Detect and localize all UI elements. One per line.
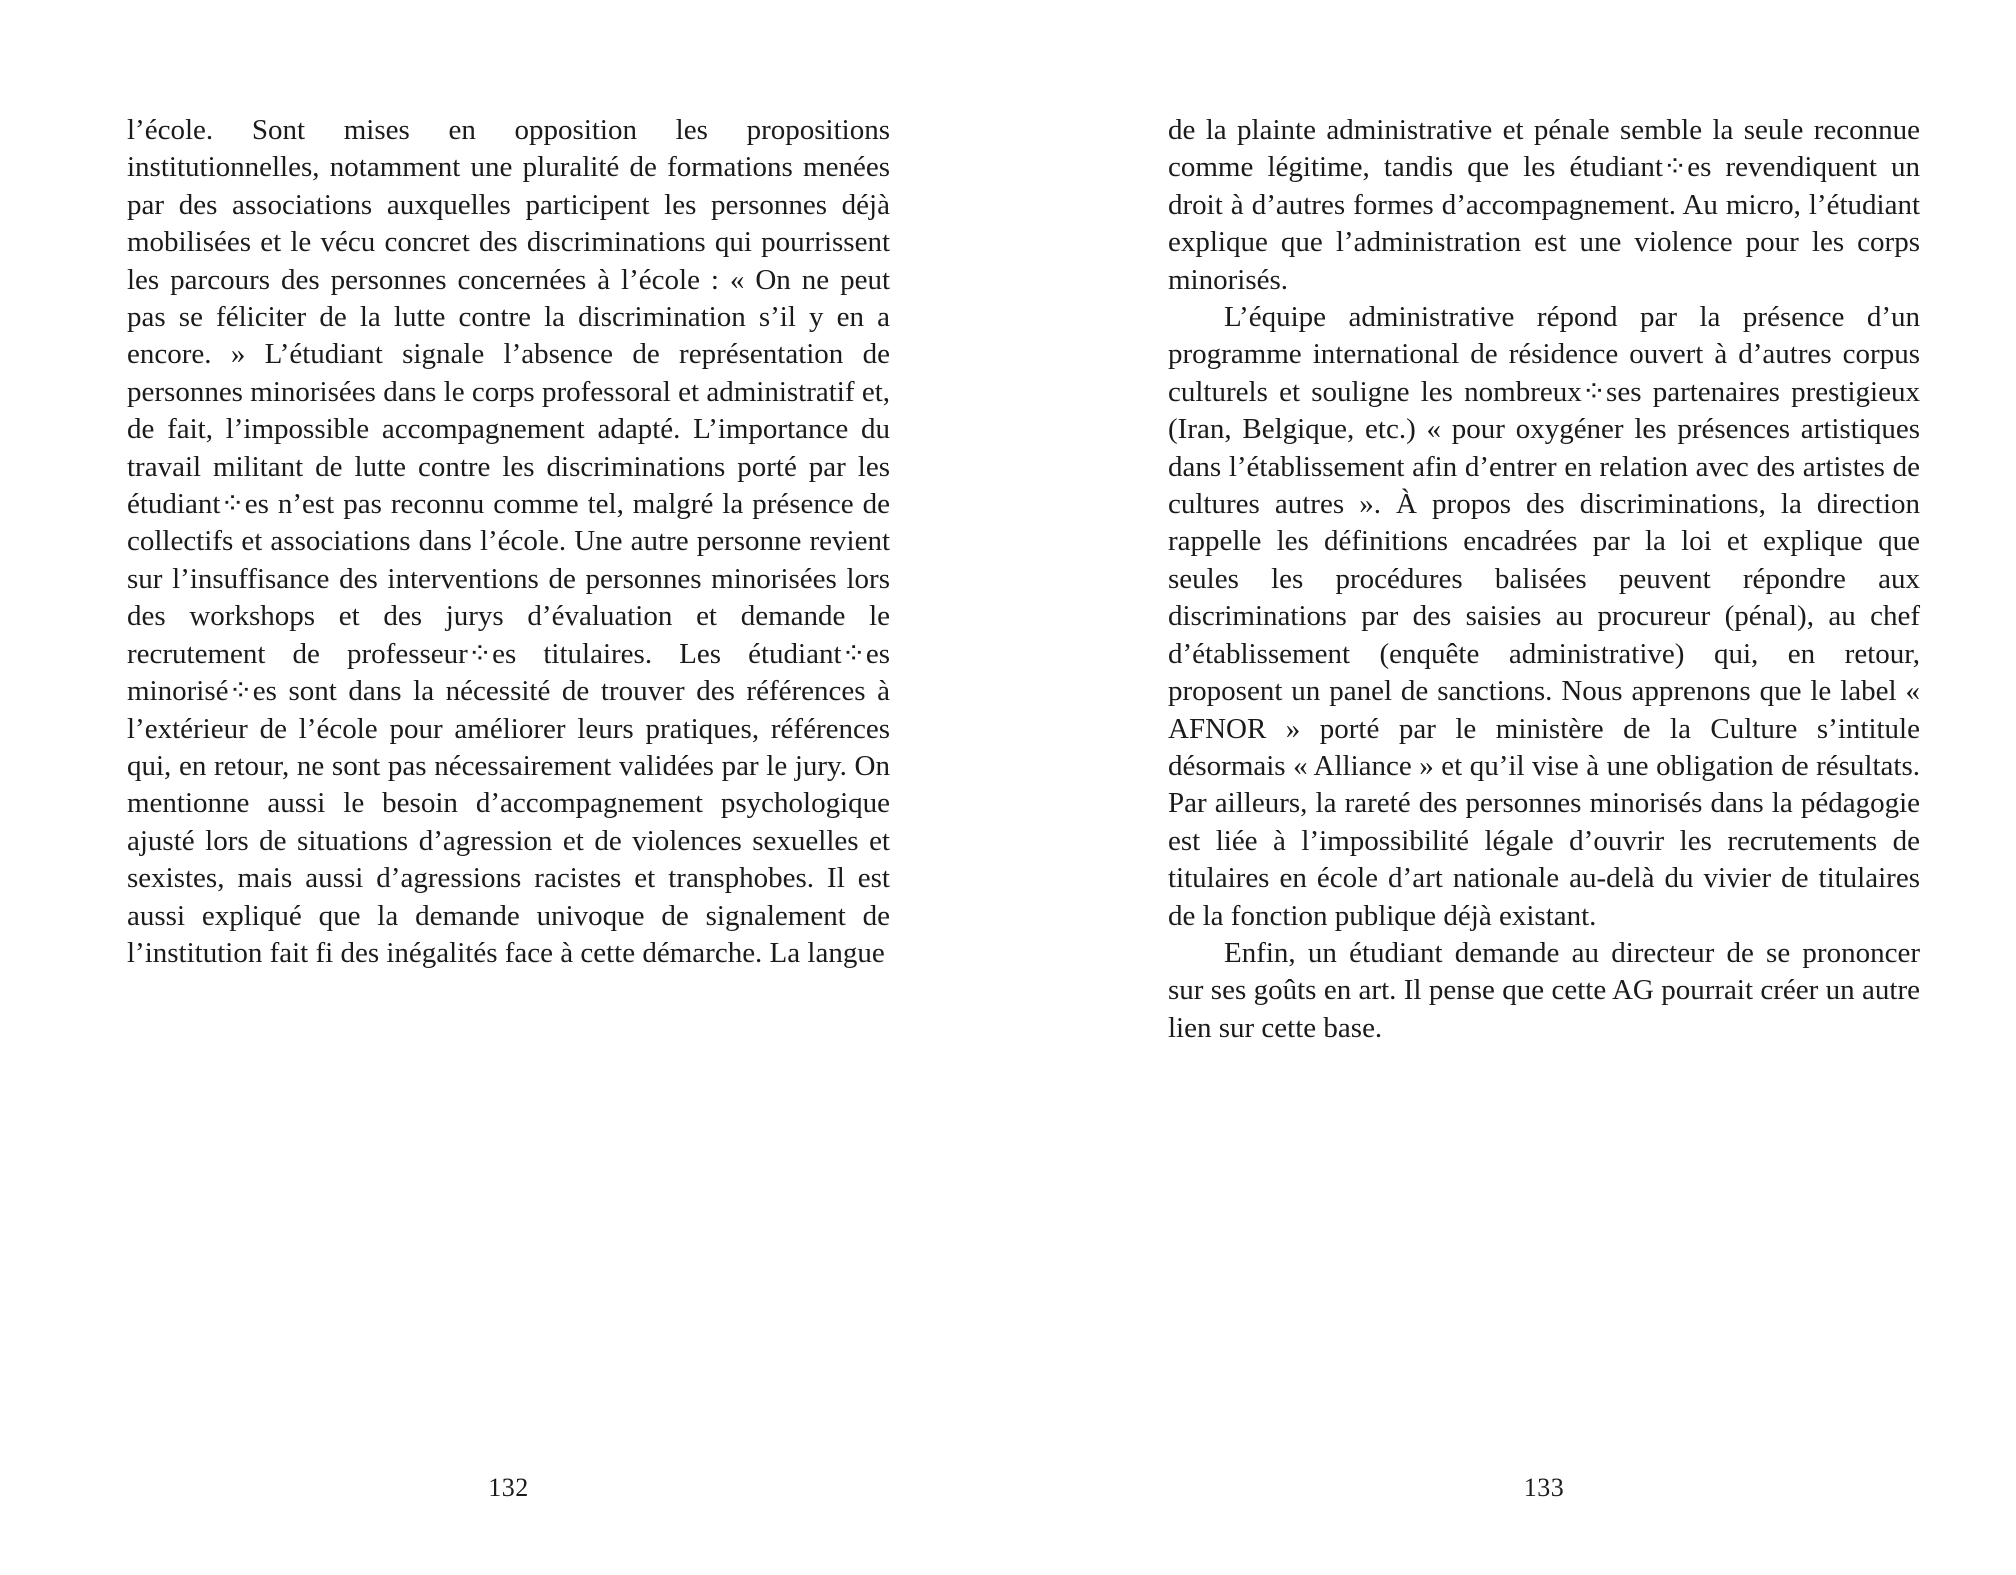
page-right (1008, 0, 2016, 1575)
body-text-left (127, 112, 890, 972)
paragraph-closing: Enfin, un étudiant demande au directeur de se prononcer sur ses goûts en art. Il pense que cette AG pourrait créer un autre lien sur cette base. (1168, 936, 1920, 1044)
page-number-left: 132 (488, 1473, 529, 1502)
paragraph-right-continuation: de la plainte administrative et pénale semble la seule reconnue comme légitime, tandis que les étudiant⁘es revendiquent un droit à d’autres formes d’accompagnement. Au micro, l’étudiant explique que l’administration est une violence pour les corps minorisés. (1168, 114, 1920, 296)
paragraph-left-continuation: l’école. Sont mises en opposition les propositions institutionnelles, notamment une pluralité de formations menées par des associations auxquelles participent les personnes déjà mobilisées et le vécu concret des discriminations qui pourrissent les parcours des personnes concernées à l’école : « On ne peut pas se féliciter de la lutte contre la discrimination s’il y en a encore. » L’étudiant signale l’absence de représentation de personnes minorisées dans le corps professoral et administratif et, de fait, l’impossible accompagnement adapté. L’importance du travail militant de lutte contre les discriminations porté par les étudiant⁘es n’est pas reconnu comme tel, malgré la présence de collectifs et associations dans l’école. Une autre personne revient sur l’insuffisance des interventions de personnes minorisées lors des workshops et des jurys d’évaluation et demande le recrutement de professeur⁘es titulaires. Les étudiant⁘es minorisé⁘es sont dans la nécessité de trouver des références à l’extérieur de l’école pour améliorer leurs pratiques, références qui, en retour, ne sont pas nécessairement validées par le jury. On mentionne aussi le besoin d’accompagnement psychologique ajusté lors de situations d’agression et de violences sexuelles et sexistes, mais aussi d’agressions racistes et transphobes. Il est aussi expliqué que la demande univoque de signalement de l’institution fait fi des inégalités face à cette démarche. La langue (127, 114, 890, 969)
paragraph-admin-response: L’équipe administrative répond par la présence d’un programme international de résidence ouvert à d’autres corpus culturels et souligne les nombreux⁘ses partenaires prestigieux (Iran, Belgique, etc.) « pour oxygéner les présences artistiques dans l’établissement afin d’entrer en relation avec des artistes de cultures autres ». À propos des discriminations, la direction rappelle les définitions encadrées par la loi et explique que seules les procédures balisées peuvent répondre aux discriminations par des saisies au procureur (pénal), au chef d’établissement (enquête administrative) qui, en retour, proposent un panel de sanctions. Nous apprenons que le label « AFNOR » porté par le ministère de la Culture s’intitule désormais « Alliance » et qu’il vise à une obligation de résultats. Par ailleurs, la rareté des personnes minorisés dans la pédagogie est liée à l’impossibilité légale d’ouvrir les recrutements de titulaires en école d’art nationale au-delà du vivier de titulaires de la fonction publique déjà existant. (1168, 301, 1920, 932)
page-number-right: 133 (1523, 1473, 1565, 1502)
body-text-right (1168, 112, 1920, 1047)
